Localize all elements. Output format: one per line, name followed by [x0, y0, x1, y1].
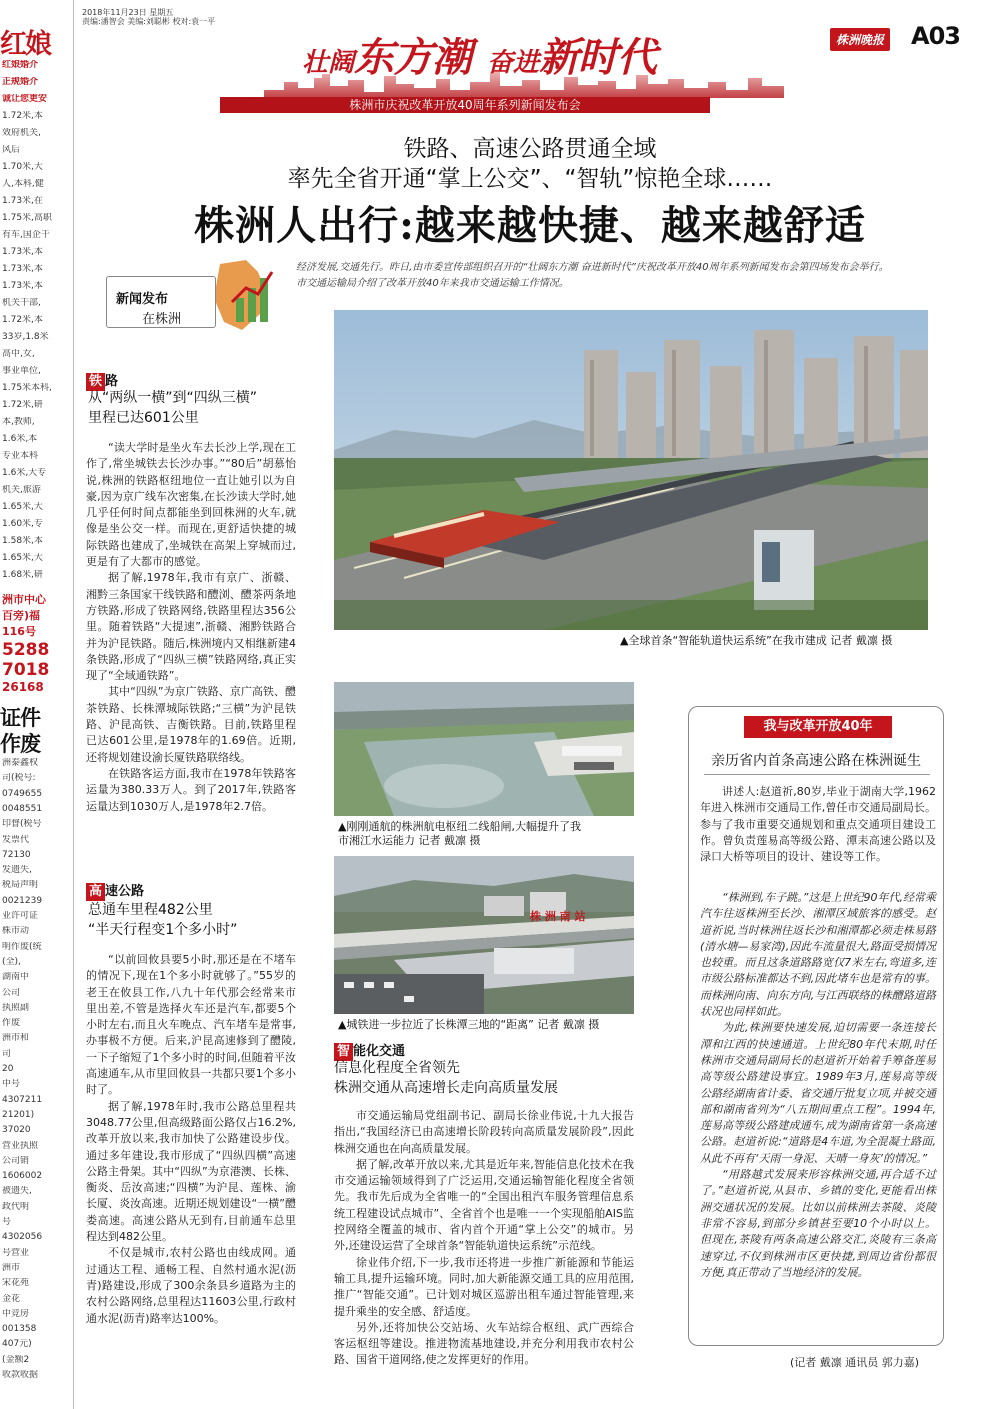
paragraph: “株洲到,车子跳。”这是上世纪90年代,经常乘汽车往返株洲至长沙、湘潭区域旅客的感受。赵道祈说,当时株洲往返长沙和湘潭都必须走株易路(清水塘—易家湾),因此车流量很大,路面受损情况也较重。而且这条道路路宽仅7米左右,弯道多,连市级公路标准都达不到,因此堵车也是常有的事。而株洲向南、向东方向,与江西联络的株醴路道路状况也同样如此。: [700, 891, 936, 1019]
railway-title-2: 里程已达601公里: [88, 410, 199, 426]
slogan-b: 东方潮: [354, 34, 472, 81]
strip-line: 1.75米本科,: [2, 383, 52, 393]
page-title: 株洲人出行:越来越快捷、越来越舒适: [194, 202, 866, 249]
news-release-badge: [106, 258, 282, 342]
strip-room: 116号: [2, 626, 36, 637]
tag-railway-first: 铁: [86, 373, 105, 391]
caption-main-photo: ▲全球首条“智能轨道快运系统”在我市建成 记者 戴凛 摄: [620, 634, 893, 647]
strip-line: 金花: [2, 1293, 21, 1304]
adjacent-page-strip: [0, 0, 74, 1409]
strip-line: 1.72米,本: [2, 315, 43, 325]
series-bar: 株洲市庆祝改革开放40周年系列新闻发布会: [220, 97, 710, 113]
slogan-c: 奋进: [487, 48, 540, 78]
badge-line-2: 在株洲: [142, 312, 182, 327]
strip-line: 1.58米,本: [2, 536, 43, 546]
tag-railway-rest: 路: [105, 374, 119, 389]
paragraph: 在铁路客运方面,我市在1978年铁路客运量为380.33万人。到了2017年,铁路客运量达到1030万人,是1978年2.7倍。: [86, 766, 296, 813]
smart-body: [334, 1108, 634, 1369]
paragraph: 据了解,1978年时,我市公路总里程共3048.77公里,但高级路面公路仅占16.2%,改革开放以来,我市加快了公路建设步伐。通过多年建设,我市形成了“四纵四横”高速公路主骨架。其中“四纵”为京港澳、长株、衡炎、岳汝高速;“四横”为沪昆、莲株、渝长厦、炎汝高速。近期还规划建设“一横”醴娄高速。高速公路从无到有,目前通车总里程达到482公里。: [86, 1099, 296, 1244]
tag-smart: [334, 1040, 405, 1058]
strip-line: (金额2: [2, 1354, 30, 1365]
strip-line: 0048551: [2, 803, 43, 814]
smart-rail-image: [334, 310, 928, 630]
tag-smart-rest: 能化交通: [353, 1044, 406, 1059]
strip-line: 宋花苑: [2, 1278, 30, 1289]
strip-line: 1.70米,大: [2, 162, 43, 172]
paragraph: 讲述人:赵道祈,80岁,毕业于湖南大学,1962年进入株洲市交通局工作,曾任市交通局副局长。参与了我市重要交通规划和重点交通项目建设工作。曾负责莲易高等级公路、潭耒高速公路以及渌口大桥等项目的设计、建设等工作。: [700, 785, 936, 864]
strip-line: 发遗失,: [2, 865, 32, 876]
railway-body: [86, 440, 296, 815]
strip-line: 1.73米,本: [2, 247, 43, 257]
strip-line: 1.68米,研: [2, 570, 43, 580]
strip-line: 高中,女,: [2, 349, 35, 359]
strip-line: 有车,国企干: [2, 230, 50, 240]
strip-city-center: 洲市中心: [2, 594, 46, 605]
photo-ship-lock: [334, 682, 634, 816]
paragraph: 其中“四纵”为京广铁路、京广高铁、醴茶铁路、长株潭城际铁路;“三横”为沪昆铁路、沪昆高铁、吉衡铁路。目前,铁路里程已达601公里,是1978年的1.69倍。近期,还将规划建设渝长厦铁路联络线。: [86, 685, 296, 764]
tag-highway: [86, 880, 144, 898]
paragraph: “以前回攸县要5小时,那还是在不堵车的情况下,现在1个多小时就够了。”55岁的老王在攸县工作,八九十年代那会经常来市里出差,不管是选择火车还是汽车,都要5个小时左右,而且火车晚点、汽车堵车是常事,办事极不方便。后来,沪昆高速修到了醴陵,一下子缩短了1个多小时的时间,但随着平汝高速通车,从市里回攸县一共都只要1个多小时了。: [86, 953, 296, 1097]
strip-line: 执照副: [2, 1002, 30, 1013]
railway-title-1: 从“两纵一横”到“四纵三横”: [88, 390, 258, 406]
paragraph: 据了解,改革开放以来,尤其是近年来,智能信息化技术在我市交通运输领域得到了广泛运用,交通运输智能化程度全省领先。我市先后成为全省唯一的“全国出租汽车服务管理信息系统工程建设试点城市”、全省首个也是唯一一个实现船舶AIS监控网络全覆盖的城市、省内首个开通“掌上公交”的城市。另外,还建设运营了全球首条“智能轨道快运系统”示范线。: [334, 1157, 634, 1253]
strip-address: 百旁)福: [2, 610, 41, 621]
strip-line: 机关,旅游: [2, 485, 41, 495]
tag-highway-first: 高: [86, 883, 105, 901]
strip-line: 收款收据: [2, 1370, 39, 1380]
slogan-d: 新时代: [539, 34, 657, 81]
masthead: [74, 0, 986, 112]
strip-line: 作废: [2, 1018, 21, 1029]
sidebar-body: [700, 890, 936, 1281]
smart-title-1: 信息化程度全省领先: [334, 1060, 460, 1076]
paragraph: 市交通运输局党组副书记、副局长徐业伟说,十九大报告指出,“我国经济已由高速增长阶段转向高质量发展阶段”,因此株洲交通也在向高质量发展。: [334, 1109, 634, 1155]
map-chart-icon: [206, 258, 276, 338]
strip-line: 407元): [2, 1339, 32, 1350]
sidebar-intro: [700, 784, 936, 865]
brand-badge: 株洲晚报: [830, 28, 890, 51]
strip-line: 72130: [2, 849, 31, 860]
strip-line: 1.72米,本: [2, 111, 43, 121]
station-sign: 株 洲 南 站: [530, 910, 586, 923]
strip-line: 21201): [2, 1109, 35, 1120]
strip-line: 4307211: [2, 1094, 43, 1105]
strip-line: 33岁,1.8米: [2, 332, 49, 342]
strip-line: 专业本科: [2, 451, 39, 461]
kicker-1: 铁路、高速公路贯通全域: [403, 136, 657, 162]
strip-line: 业许可证: [2, 911, 39, 921]
strip-line: 1.65米,大: [2, 502, 43, 512]
strip-line: 诚让您更安: [2, 94, 48, 104]
strip-line: 被遗失,: [2, 1186, 32, 1197]
kicker-2: 率先全省开通“掌上公交”、“智轨”惊艳全球……: [287, 166, 773, 192]
strip-line: 营业执照: [2, 1140, 39, 1151]
strip-line: 20: [2, 1064, 14, 1074]
strip-cert-2: 作废: [0, 731, 40, 756]
strip-line: 4302056: [2, 1232, 43, 1243]
strip-line: 1.6米,本: [2, 434, 38, 444]
photo-smart-rail: [334, 310, 928, 630]
slogan: [302, 26, 656, 83]
sidebar-rule: [704, 774, 930, 775]
strip-line: 红娘婚介: [2, 60, 39, 70]
lead-paragraph: 经济发展,交通先行。昨日,由市委宣传部组织召开的“壮阔东方潮 奋进新时代”庆祝改革开放40周年系列新闻发布会第四场发布会举行。市交通运输局介绍了改革开放40年来我市交通运输工作情况。: [296, 262, 889, 289]
strip-line: 中竞房: [2, 1308, 30, 1319]
strip-line: 号: [2, 1217, 12, 1227]
strip-line: 税局声明: [2, 880, 39, 891]
photo-rail-station: [334, 856, 634, 1014]
strip-line: 事业单位,: [2, 366, 41, 376]
strip-line: 洲市和: [2, 1033, 30, 1044]
strip-line: 001358: [2, 1324, 37, 1335]
strip-cert-1: 证件: [0, 705, 40, 730]
strip-line: 中号: [2, 1079, 21, 1090]
byline-credit: (记者 戴凛 通讯员 郭力嘉): [790, 1356, 920, 1369]
sidebar-tag: 我与改革开放40年: [744, 716, 892, 738]
strip-line: 洲泰鑫权: [2, 758, 39, 768]
ship-lock-image: [334, 682, 634, 816]
date-line: 2018年11月23日 星期五: [82, 8, 174, 17]
highway-title-1: 总通车里程482公里: [88, 902, 213, 918]
paragraph: 不仅是城市,农村公路也由线成网。通过通达工程、通畅工程、自然村通水泥(沥青)路建设,形成了300余条县乡道路为主的农村公路网络,总里程达11603公里,行政村通水泥(沥青)路率达100%。: [86, 1246, 296, 1325]
strip-line: 明作废(统: [2, 941, 42, 952]
slogan-a: 壮阔: [302, 48, 355, 78]
strip-title: 红娘: [0, 29, 50, 60]
strip-line: 发票代: [2, 834, 30, 845]
strip-line: 公司销: [2, 1155, 30, 1166]
tag-highway-rest: 速公路: [105, 884, 145, 899]
strip-line: 湖南中: [2, 972, 30, 983]
strip-line: 0749655: [2, 788, 43, 799]
tag-smart-first: 智: [334, 1043, 353, 1061]
strip-line: 机关干部,: [2, 298, 41, 308]
caption-ship-lock: [338, 820, 638, 848]
paragraph: 为此,株洲要快速发展,迫切需要一条连接长潭和江西的快速通道。上世纪80年代末期,时任株洲市交通局副局长的赵道祈开始着手筹备莲易高等级公路建设事宜。1989年3月,莲易高等级公路经湖南省计委、省交通厅批复立项,并被交通部和湖南省列为“八五期间重点工程”。1994年,莲易高等级公路建成通车,成为湖南省第一条高速公路。赵道祈说:“道路是4车道,为全混凝土路面,从此不再有‘天雨一身泥、天晴一身灰’的情况。”: [700, 1021, 936, 1165]
tag-railway: [86, 370, 118, 388]
strip-line: 1.73米,在: [2, 196, 43, 206]
strip-line: 1.75米,高职: [2, 213, 52, 223]
strip-line: 0021239: [2, 895, 43, 906]
highway-body: [86, 952, 296, 1327]
caption-ship-lock-2: 市湘江水运能力 记者 戴凛 摄: [338, 834, 481, 847]
caption-rail-station: ▲城铁进一步拉近了长株潭三地的“距离” 记者 戴凛 摄: [338, 1018, 600, 1031]
paragraph: 徐业伟介绍,下一步,我市还将进一步推广新能源和节能运输工具,提升运输环境。同时,加大新能源交通工具的应用范围,推广“智能交通”。已计划对城区巡游出租车通过智能管理,来提升乘坐的安全感、舒适度。: [334, 1255, 634, 1318]
strip-line: (全),: [2, 956, 21, 967]
strip-line: 号营业: [2, 1247, 30, 1258]
paragraph: 另外,还将加快公交站场、火车站综合枢纽、武广西综合客运枢纽等建设。推进物流基地建设,并充分利用我市农村公路、国省干道网络,使之发挥更好的作用。: [334, 1320, 634, 1367]
strip-phone-1: 5288: [2, 640, 50, 660]
strip-line: 37020: [2, 1125, 31, 1136]
paragraph: “读大学时是坐火车去长沙上学,现在工作了,常坐城铁去长沙办事。”“80后”胡慕怡说,株洲的铁路枢纽地位一直让她引以为自豪,因为京广线车次密集,在长沙读大学时,她几乎任何时间点都能坐到回株洲的火车,就像是坐公交一样。而现在,更舒适快捷的城际铁路也建成了,坐城铁在高架上穿城而过,更是有了大都市的感觉。: [86, 441, 296, 569]
paragraph: 据了解,1978年,我市有京广、浙赣、湘黔三条国家干线铁路和醴浏、醴茶两条地方铁路,形成了铁路网络,铁路里程达356公里。随着铁路“大提速”,浙赣、湘黔铁路合并为沪昆铁路。随后,株洲境内又相继新建4条铁路,形成了“四纵三横”铁路网络,真正实现了“全域通铁路”。: [86, 571, 296, 683]
strip-line: 1.72米,研: [2, 400, 43, 410]
strip-line: 本,教师,: [2, 417, 35, 427]
highway-title-2: “半天行程变1个多小时”: [88, 922, 238, 938]
smart-title-2: 株洲交通从高速增长走向高质量发展: [334, 1080, 558, 1096]
rail-station-image: [334, 856, 634, 1014]
strip-line: 效府机关,: [2, 128, 41, 138]
caption-ship-lock-1: ▲刚刚通航的株洲航电枢纽二线船闸,大幅提升了我: [338, 820, 581, 833]
strip-line: 1606002: [2, 1171, 43, 1182]
page-number: A03: [911, 22, 960, 50]
strip-line: 1.65米,大: [2, 553, 43, 563]
strip-line: 司(税号:: [2, 773, 36, 784]
strip-line: 政代明: [2, 1201, 30, 1212]
sidebar-title: 亲历省内首条高速公路在株洲诞生: [711, 753, 921, 769]
strip-line: 1.6米,大专: [2, 468, 47, 478]
strip-line: 印督(税号: [2, 819, 42, 830]
strip-line: 风后: [2, 145, 21, 155]
strip-phone-2: 7018: [2, 660, 50, 680]
staff-line: 责编:潘智会 美编:刘聪彬 校对:袁一平: [82, 17, 216, 26]
strip-line: 株市动: [2, 926, 30, 937]
badge-line-1: 新闻发布: [116, 292, 169, 307]
strip-line: 1.73米,本: [2, 281, 43, 291]
strip-line: 洲市: [2, 1262, 21, 1273]
strip-phone-3: 26168: [2, 680, 44, 694]
strip-line: 人,本科,健: [2, 179, 44, 189]
paragraph: “用路越式发展来形容株洲交通,再合适不过了。”赵道祈说,从县市、乡镇的变化,更能看出株洲交通状况的发展。比如以前株洲去茶陵、炎陵非常不容易,到部分乡镇甚至要10个小时以上。但现在,茶陵有两条高速公路交汇,炎陵有三条高速穿过,不仅到株洲市区更快捷,到周边省份都很方便,真正带动了当地经济的发展。: [700, 1168, 936, 1279]
strip-line: 1.73米,本: [2, 264, 43, 274]
strip-line: 公司: [2, 987, 21, 998]
strip-line: 司: [2, 1048, 12, 1059]
strip-line: 正规婚介: [2, 77, 39, 87]
strip-line: 1.60米,专: [2, 519, 43, 529]
